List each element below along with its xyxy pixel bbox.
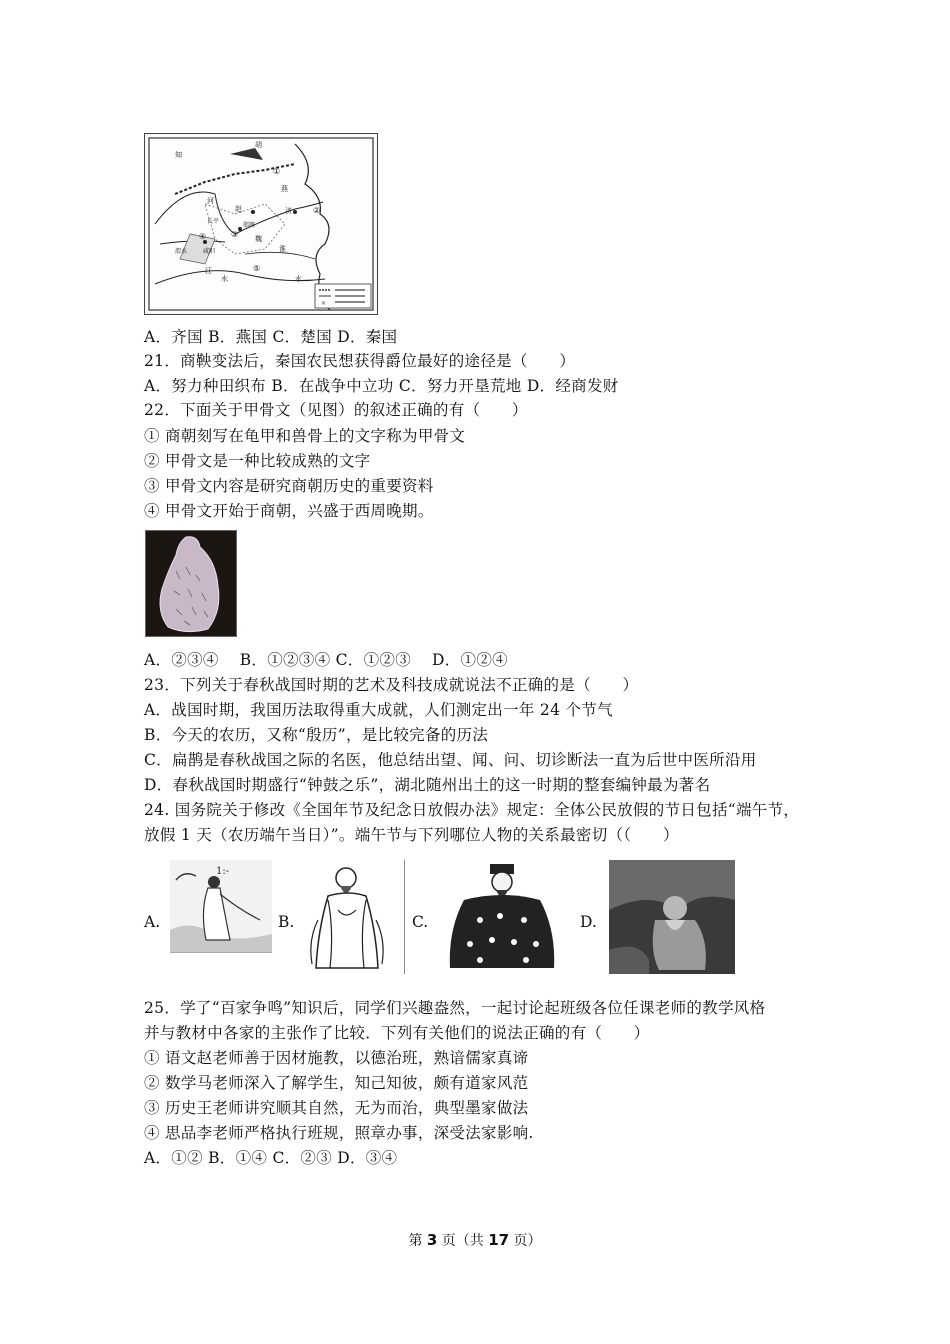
footer-total-pages: 17 — [488, 1231, 510, 1249]
oracle-bone-image — [145, 530, 237, 637]
q24-image-c — [440, 860, 564, 972]
q22-options: A．②③④ B．①②③④ C．①②③ D．①②④ — [144, 651, 508, 669]
svg-text:×: × — [321, 300, 327, 307]
map-label: 河 — [207, 197, 214, 205]
map-label: 长平 — [207, 218, 220, 225]
q25-statement: ③ 历史王老师讲究顺其自然，无为而治，典型墨家做法 — [144, 1099, 529, 1117]
q24-image-d — [609, 860, 735, 974]
q24-label-d: D. — [580, 913, 597, 931]
map-label: ② — [313, 206, 321, 215]
q22-statement: ③ 甲骨文内容是研究商朝历史的重要资料 — [144, 477, 434, 495]
footer-prefix: 第 — [408, 1233, 427, 1249]
q24-divider — [404, 860, 405, 974]
q24-stem-line1: 24. 国务院关于修改《全国年节及纪念日放假办法》规定：全体公民放假的节日包括“端午节， — [144, 801, 800, 819]
q22-statement: ② 甲骨文是一种比较成熟的文字 — [144, 452, 371, 470]
qu-yuan-figure — [170, 860, 272, 952]
map-label: 水 — [295, 275, 302, 283]
map-label: 渭水 — [175, 248, 188, 255]
map-label: 邯郸 — [243, 222, 256, 229]
q25-options: A．①② B．①④ C．②③ D．③④ — [144, 1149, 398, 1167]
footer-page-number: 3 — [426, 1231, 438, 1249]
warring-states-map — [144, 133, 378, 315]
footer-middle: 页（共 — [437, 1233, 489, 1249]
map-label: ④ — [199, 232, 207, 241]
q25-stem-line1: 25．学了“百家争鸣”知识后，同学们兴趣盎然，一起讨论起班级各位任课老师的教学风格 — [144, 999, 766, 1017]
q22-stem: 22．下面关于甲骨文（见图）的叙述正确的有（ ） — [144, 401, 528, 419]
oracle-bone-drawing — [146, 531, 236, 636]
map-label: 魏 — [255, 235, 262, 243]
q24-label-a: A. — [144, 913, 161, 931]
q21-stem: 21．商鞅变法后，秦国农民想获得爵位最好的途径是（ ） — [144, 352, 576, 370]
map-label: 江 — [205, 267, 212, 275]
q22-statement: ① 商朝刻写在龟甲和兽骨上的文字称为甲骨文 — [144, 427, 466, 445]
map-label: 淮 — [279, 245, 286, 253]
q23-option-b: B．今天的农历，又称“殷历”，是比较完备的历法 — [144, 726, 489, 744]
confucius-figure — [298, 860, 398, 974]
map-label: 水 — [221, 275, 228, 283]
q20-options: A．齐国 B．燕国 C．楚国 D．秦国 — [144, 328, 398, 346]
q23-option-d: D．春秋战国时期盛行“钟鼓之乐”，湖北随州出土的这一时期的整套编钟最为著名 — [144, 776, 711, 794]
map-drawing — [145, 134, 377, 314]
q25-statement: ② 数学马老师深入了解学生，知己知彼，颇有道家风范 — [144, 1074, 529, 1092]
q24-image-a — [170, 860, 272, 953]
map-label: ③ — [231, 230, 239, 239]
q24-label-c: C. — [412, 913, 429, 931]
emperor-figure — [440, 860, 564, 972]
page-footer — [0, 1230, 950, 1250]
q23-option-a: A．战国时期，我国历法取得重大成就，人们测定出一年 24 个节气 — [144, 701, 613, 719]
map-label: ① — [273, 167, 281, 176]
q23-stem: 23．下列关于春秋战国时期的艺术及科技成就说法不正确的是（ ） — [144, 676, 639, 694]
map-label: 咸阳 — [203, 248, 216, 255]
map-label: 知 — [175, 151, 182, 159]
map-label: 胡 — [255, 141, 262, 149]
q24-image-b — [298, 860, 398, 974]
q24-stem-line2: 放假 1 天（农历端午当日）”。端午节与下列哪位人物的关系最密切（（ ） — [144, 826, 679, 844]
q22-statement: ④ 甲骨文开始于商朝，兴盛于西周晚期。 — [144, 502, 434, 520]
svg-text:1:-: 1:- — [216, 866, 230, 877]
map-label: 燕 — [281, 185, 288, 193]
map-label: ⑤ — [253, 264, 261, 273]
footer-suffix: 页） — [509, 1233, 542, 1249]
sage-painting — [609, 860, 735, 974]
q24-label-b: B. — [278, 913, 295, 931]
q25-stem-line2: 并与教材中各家的主张作了比较．下列有关他们的说法正确的有（ ） — [144, 1024, 650, 1042]
q21-options: A．努力种田织布 B．在战争中立功 C．努力开垦荒地 D．经商发财 — [144, 377, 619, 395]
map-label: 赵 — [235, 205, 242, 213]
q25-statement: ④ 思品李老师严格执行班规，照章办事，深受法家影响. — [144, 1124, 534, 1142]
map-label: 济 — [285, 207, 292, 215]
q25-statement: ① 语文赵老师善于因材施教，以德治班，熟谙儒家真谛 — [144, 1049, 529, 1067]
q23-option-c: C．扁鹊是春秋战国之际的名医，他总结出望、闻、问、切诊断法一直为后世中医所沿用 — [144, 751, 757, 769]
